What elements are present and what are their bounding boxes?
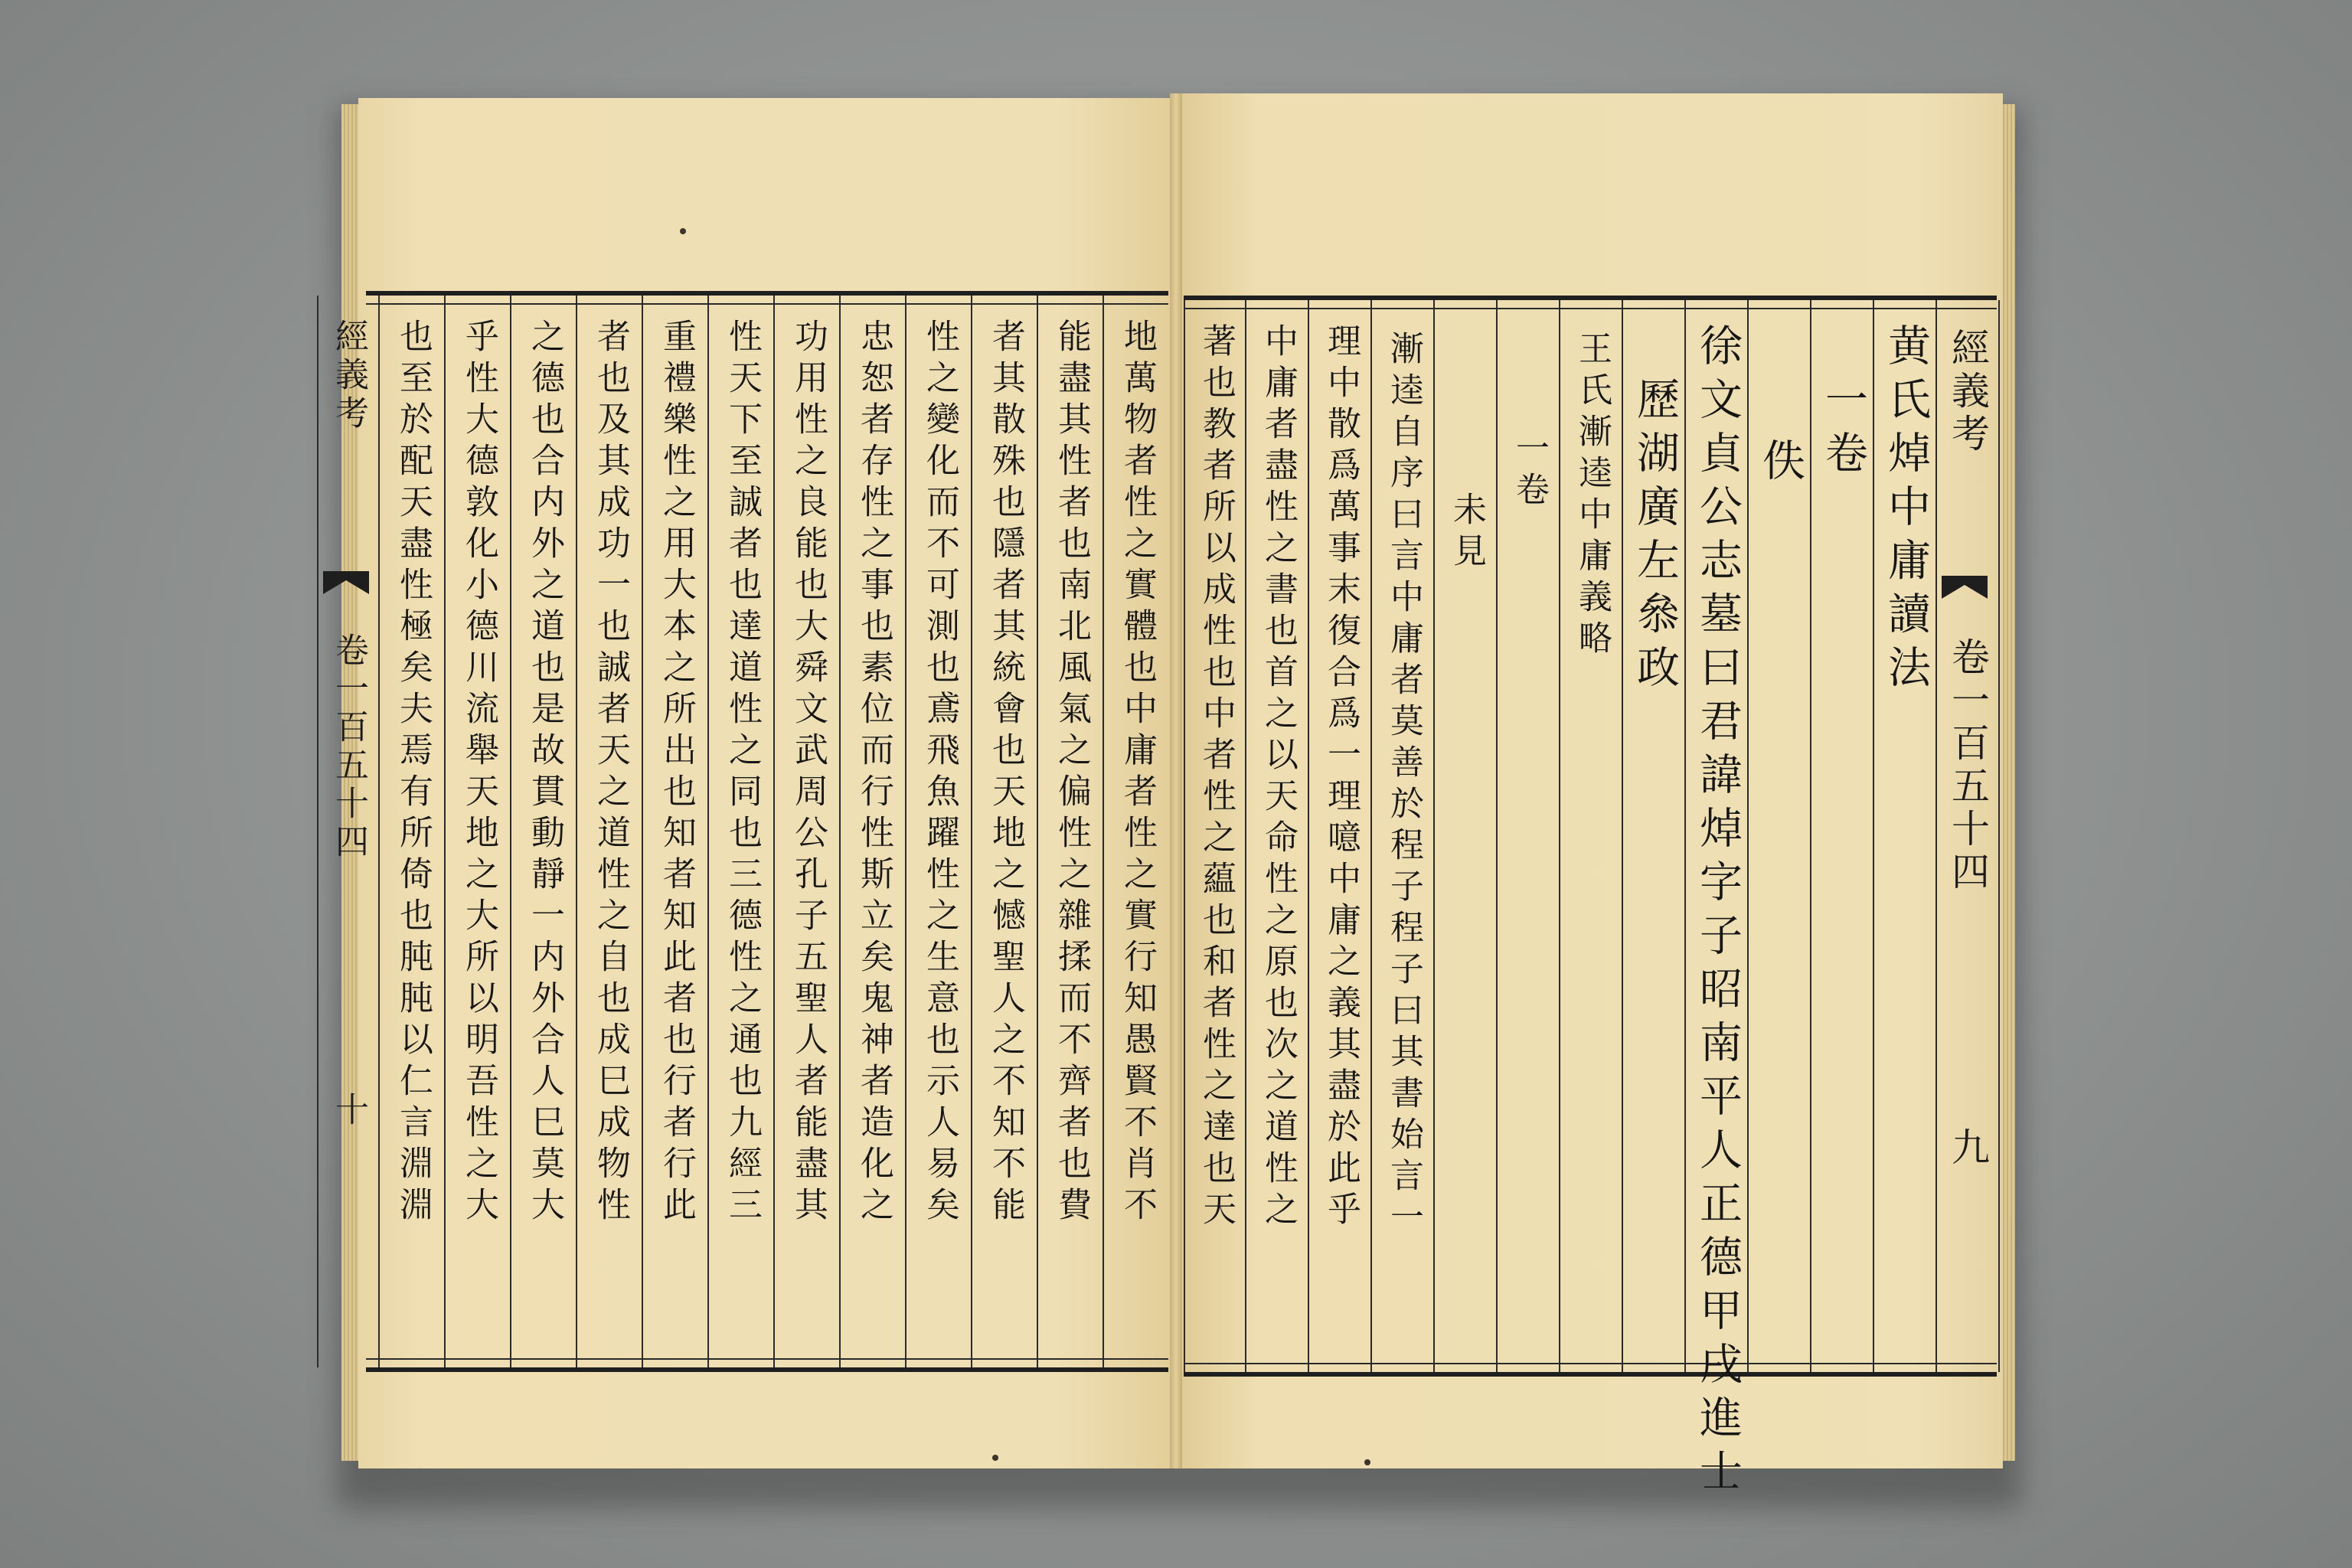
left-page-text-frame <box>329 291 1168 1372</box>
right-page-text-frame <box>1184 296 1997 1502</box>
text-column: 徐文貞公志墓曰君諱焯字子昭南平人正德甲戌進士 <box>1684 300 1749 1372</box>
fishtail-mark-icon <box>323 571 369 617</box>
book-gutter <box>1170 93 1182 1468</box>
text-column: 忠恕者存性之事也素位而行性斯立矣鬼神者造化之 <box>839 296 906 1367</box>
text-column: 能盡其性者也南北風氣之偏性之雜揉而不齊者也費 <box>1037 296 1104 1367</box>
book-title-margin: 經義考 <box>1945 328 1990 456</box>
text-column: 功用性之良能也大舜文武周公孔子五聖人者能盡其 <box>773 296 841 1367</box>
text-column: 漸逵自序曰言中庸者莫善於程子程子曰其書始言一 <box>1370 300 1435 1372</box>
text-column: 重禮樂性之用大本之所出也知者知此者也行者行此 <box>642 296 709 1367</box>
text-column: 者其散殊也隱者其統會也天地之憾聖人之不知不能 <box>971 296 1038 1367</box>
text-column: 王氏漸逵中庸義略 <box>1559 300 1623 1372</box>
text-column: 黄氏焯中庸讀法 <box>1873 300 1937 1372</box>
fishtail-mark-icon <box>1942 576 1988 622</box>
paper-speck <box>680 228 686 234</box>
text-column: 地萬物者性之實體也中庸者性之實行知愚賢不肖不 <box>1102 296 1170 1367</box>
text-column: 一卷 <box>1810 300 1874 1372</box>
text-column: 一卷 <box>1496 300 1560 1372</box>
text-column: 性之變化而不可測也鳶飛魚躍性之生意也示人易矣 <box>905 296 972 1367</box>
volume-margin: 卷一百五十四 <box>1945 637 1990 894</box>
right-page-center-strip <box>1936 300 2000 1372</box>
paper-speck <box>1364 1459 1370 1465</box>
text-column: 著也教者所以成性也中者性之藴也和者性之達也天 <box>1184 300 1246 1372</box>
text-column: 也至於配天盡性極矣夫焉有所倚也肫肫以仁言淵淵 <box>378 296 446 1367</box>
text-column: 乎性大德敦化小德川流舉天地之大所以明吾性之大 <box>444 296 511 1367</box>
text-column: 之德也合内外之道也是故貫動靜一内外合人巳莫大 <box>510 296 577 1367</box>
text-column: 理中散爲萬事末復合爲一理噫中庸之義其盡於此乎 <box>1308 300 1372 1372</box>
text-column: 佚 <box>1747 300 1811 1372</box>
page-number-margin: 十 <box>329 1092 368 1130</box>
paper-speck <box>992 1455 998 1461</box>
text-column: 歷湖廣左叅政 <box>1622 300 1686 1372</box>
book-title-margin: 經義考 <box>329 318 368 433</box>
page-number-margin: 九 <box>1945 1127 1990 1170</box>
text-column: 者也及其成功一也誠者天之道性之自也成巳成物性 <box>576 296 643 1367</box>
text-column: 未見 <box>1433 300 1498 1372</box>
volume-margin: 卷一百五十四 <box>329 632 368 862</box>
text-column: 中庸者盡性之書也首之以天命性之原也次之道性之 <box>1245 300 1309 1372</box>
text-column: 性天下至誠者也達道性之同也三德性之通也九經三 <box>707 296 775 1367</box>
left-page-center-strip <box>317 296 380 1367</box>
